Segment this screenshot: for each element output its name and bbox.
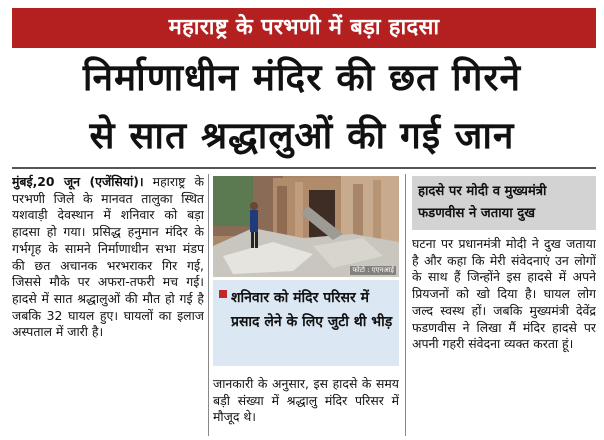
bullet-square-icon [219, 290, 227, 298]
column-divider [405, 174, 406, 436]
pullquote-box [213, 280, 399, 366]
headline-line-1: निर्माणाधीन मंदिर की छत गिरने [82, 56, 522, 99]
news-photo [213, 176, 399, 277]
sidebar-title: हादसे पर मोदी व मुख्यमंत्री फडणवीस ने जताया दुख [412, 176, 596, 230]
kicker-banner: महाराष्ट्र के परभणी में बड़ा हादसा [12, 8, 596, 48]
pullquote-text: शनिवार को मंदिर परिसर में प्रसाद लेने के लिए जुटी थी भीड़ [231, 290, 393, 330]
article-continuation: जानकारी के अनुसार, इस हादसे के समय बड़ी संख्या में श्रद्धालु मंदिर परिसर में मौजूद थे। [213, 376, 399, 425]
article-body: महाराष्ट्र के परभणी जिले के मानवत तालुका स्थित यशवाड़ी देवस्थान में शनिवार को बड़ा हादसा हो गया। प्रसिद्ध हनुमान मंदिर के गर्भगृह के सामने निर्माणाधीन सभा मंडप की छत अचानक भरभराकर गिर गई, जिससे मौके पर अफरा-तफरी मच गई। हादसे में सात श्रद्धालुओं की मौत हो गई है जबकि 32 घायल हुए। घायलों का इलाज अस्पताल में जारी है। [12, 174, 204, 340]
photo-credit: फोटो : एएनआई [352, 266, 394, 274]
column-divider [208, 174, 209, 436]
sidebar-body: घटना पर प्रधानमंत्री मोदी ने दुख जताया है और कहा कि मेरी संवेदनाएं उन लोगों के साथ हैं जिन्होंने इस हादसे में अपने प्रियजनों को खो दिया है। घायल लोग जल्द स्वस्थ हों। जबकि मुख्यमंत्री देवेंद्र फडणवीस ने लिखा मैं मंदिर हादसे पर अपनी गहरी संवेदना व्यक्त करता हूं। [412, 236, 596, 352]
article-dateline: मुंबई,20 जून (एजेंसियां)। [12, 174, 144, 189]
collapsed-roof-scene [213, 176, 399, 277]
headline-divider [12, 167, 596, 169]
article-column-left [12, 174, 204, 436]
headline-line-2: से सात श्रद्धालुओं की गई जान [89, 114, 515, 157]
